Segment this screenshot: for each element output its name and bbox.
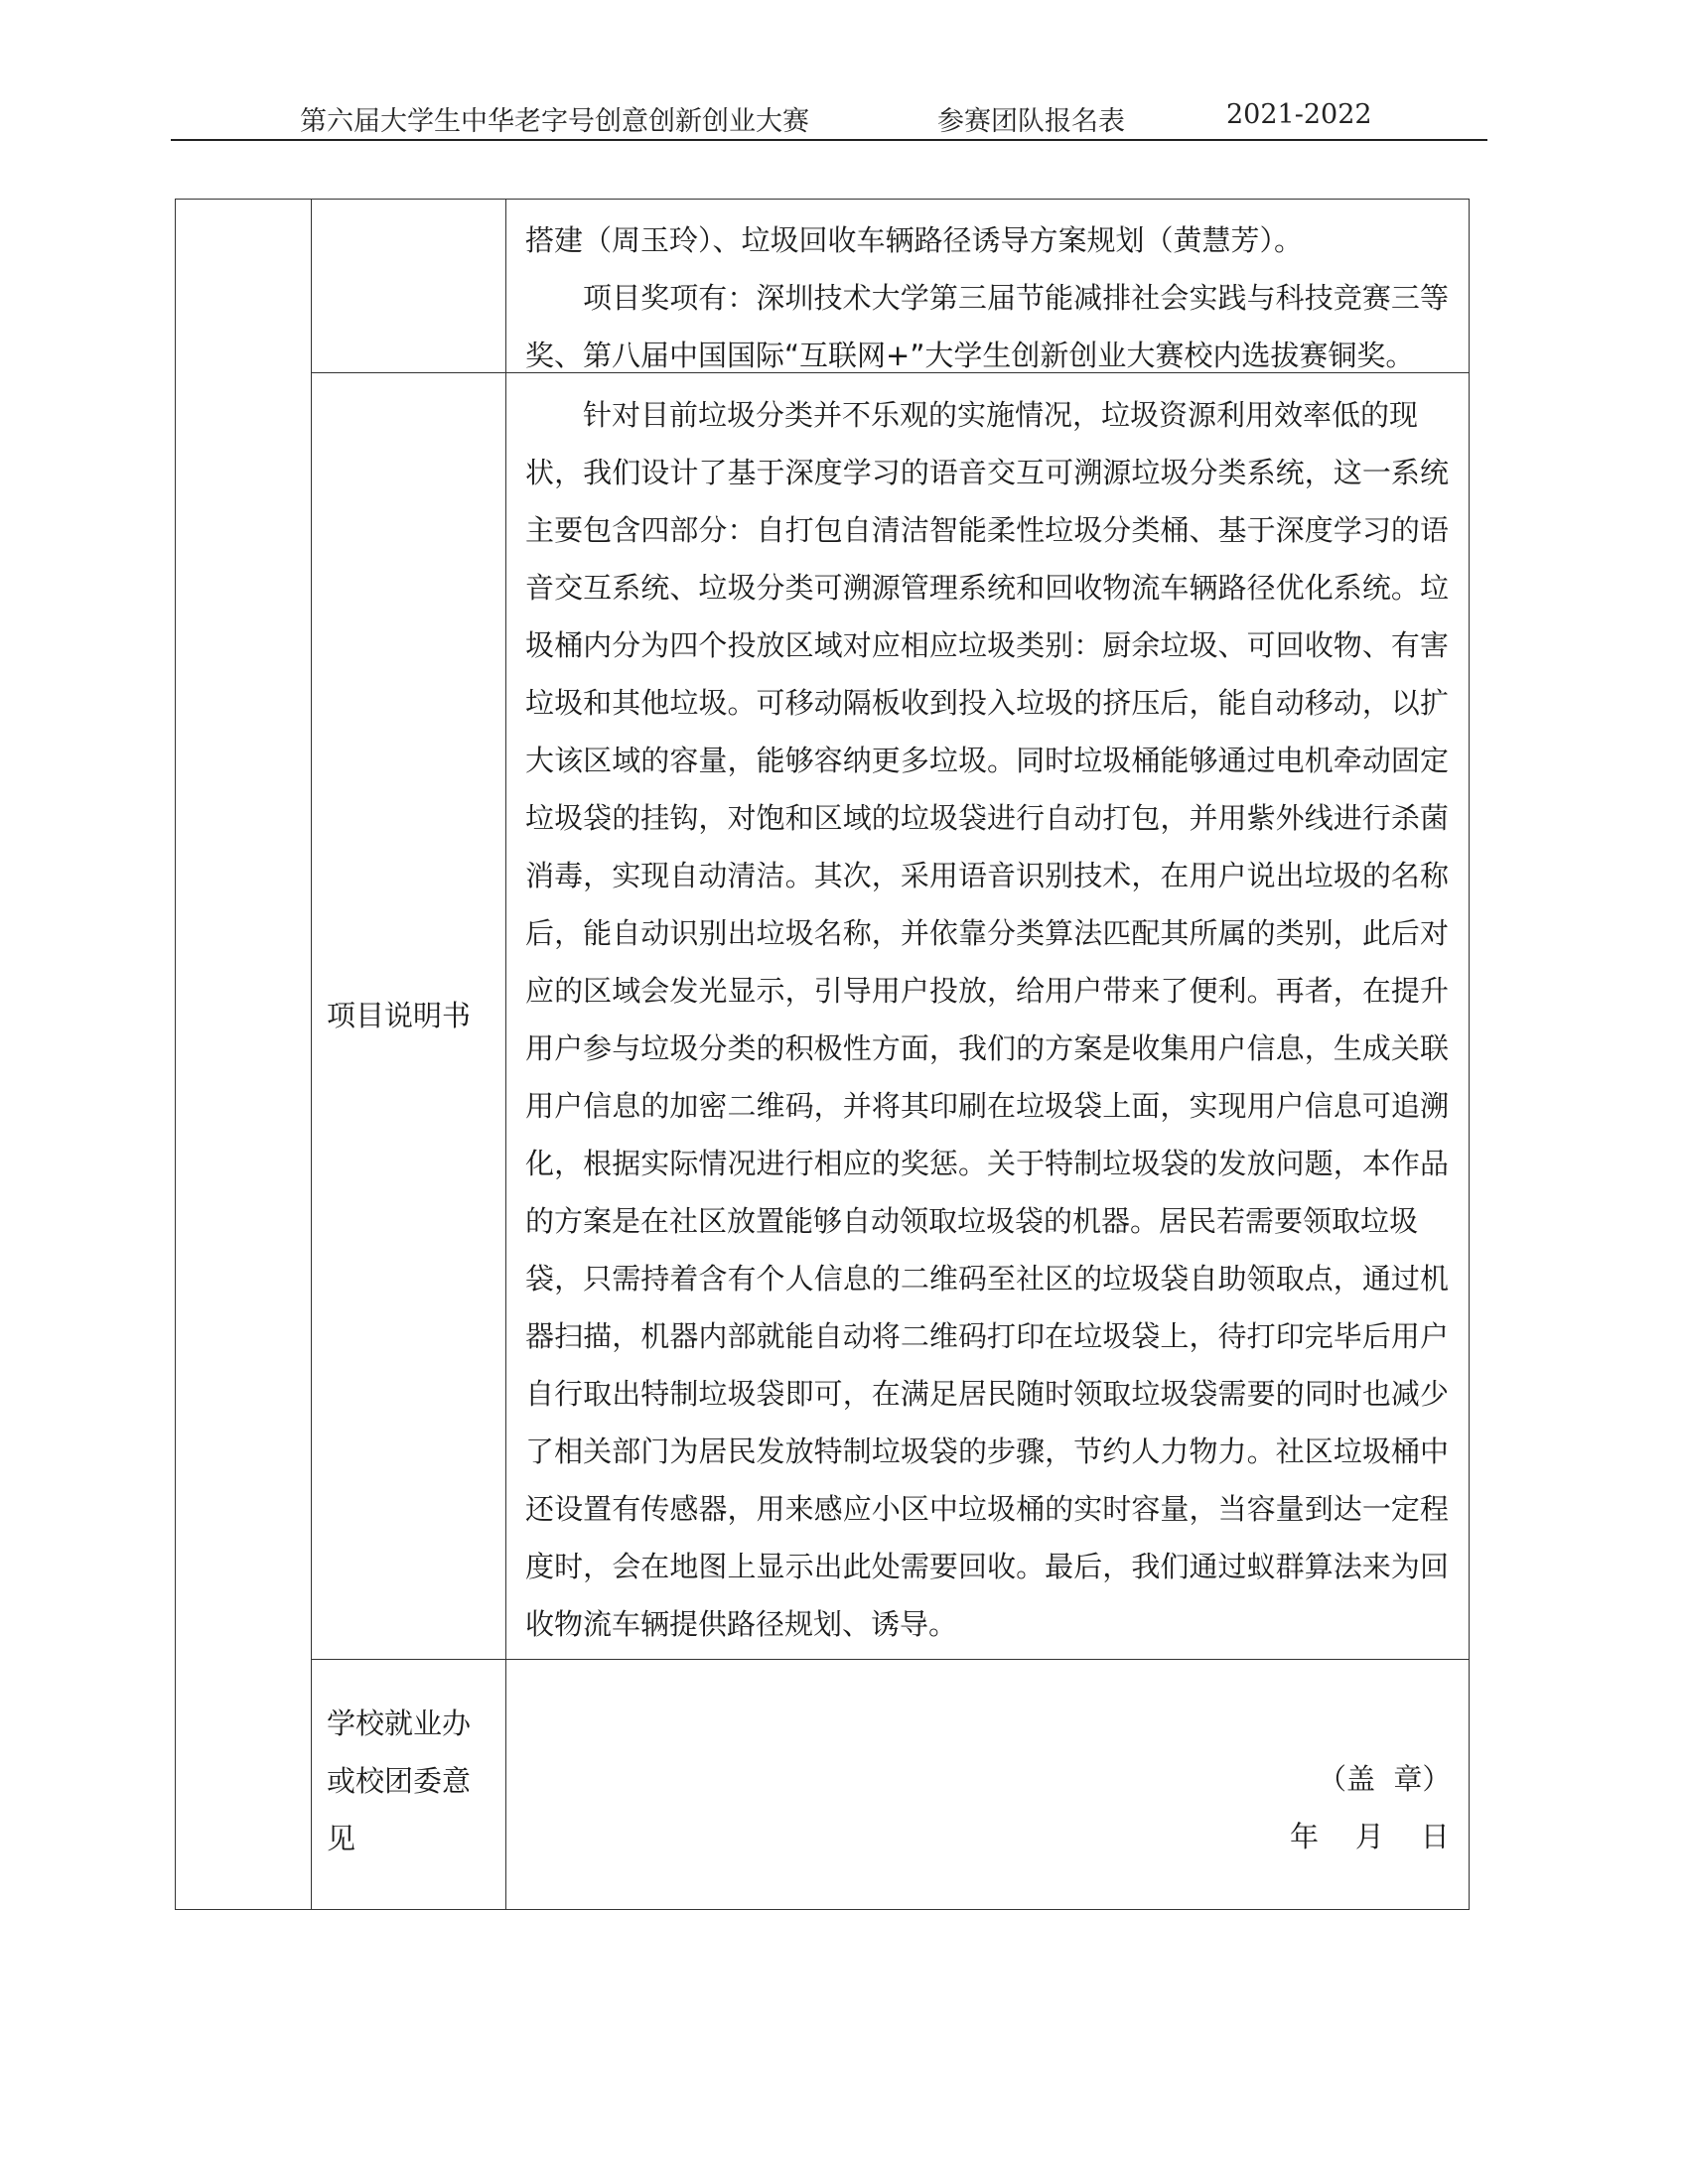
paragraph-line: 后，能自动识别出垃圾名称，并依靠分类算法匹配其所属的类别，此后对 [525,916,1449,950]
paragraph-line: 收物流车辆提供路径规划、诱导。 [525,1607,958,1641]
paragraph-line: 用户参与垃圾分类的积极性方面，我们的方案是收集用户信息，生成关联 [525,1031,1449,1065]
paragraph-line: 音交互系统、垃圾分类可溯源管理系统和回收物流车辆路径优化系统。垃 [525,571,1449,605]
paragraph-line: 了相关部门为居民发放特制垃圾袋的步骤，节约人力物力。社区垃圾桶中 [525,1434,1449,1468]
row-divider-2 [311,1659,1469,1660]
paragraph-line: 袋，只需持着含有个人信息的二维码至社区的垃圾袋自助领取点，通过机 [525,1262,1449,1296]
paragraph-line: 度时，会在地图上显示出此处需要回收。最后，我们通过蚁群算法来为回 [525,1550,1449,1583]
page-header [171,97,1487,141]
paragraph-line: 还设置有传感器，用来感应小区中垃圾桶的实时容量，当容量到达一定程 [525,1492,1449,1526]
paragraph-line: 的方案是在社区放置能够自动领取垃圾袋的机器。居民若需要领取垃圾 [525,1204,1419,1238]
paragraph-line: 垃圾和其他垃圾。可移动隔板收到投入垃圾的挤压后，能自动移动，以扩 [525,686,1449,720]
competition-year: 2021-2022 [1226,99,1372,130]
paragraph-line: 消毒，实现自动清洁。其次，采用语音识别技术，在用户说出垃圾的名称 [525,859,1449,892]
project-description-cell [525,386,1449,1653]
paragraph-line: 搭建（周玉玲）、垃圾回收车辆路径诱导方案规划（黄慧芳）。 [525,223,1304,257]
registration-table [175,199,1470,1910]
paragraph-line: 用户信息的加密二维码，并将其印刷在垃圾袋上面，实现用户信息可追溯 [525,1089,1449,1123]
column-divider-2 [505,200,506,1909]
column-divider-1 [311,200,312,1909]
stamp-placeholder: （盖 章） [1318,1762,1452,1796]
paragraph-line: 垃圾袋的挂钩，对饱和区域的垃圾袋进行自动打包，并用紫外线进行杀菌 [525,801,1449,835]
paragraph-line: 奖、第八届中国国际“互联网+”大学生创新创业大赛校内选拔赛铜奖。 [525,339,1415,372]
awards-cell [525,211,1449,384]
project-description-label: 项目说明书 [327,999,472,1032]
paragraph-line: 状，我们设计了基于深度学习的语音交互可溯源垃圾分类系统，这一系统 [525,456,1449,489]
date-placeholder: 年 月 日 [1290,1820,1450,1853]
paragraph-line: 化，根据实际情况进行相应的奖惩。关于特制垃圾袋的发放问题，本作品 [525,1147,1449,1180]
paragraph-line: 应的区域会发光显示，引导用户投放，给用户带来了便利。再者，在提升 [525,974,1449,1008]
paragraph-line: 圾桶内分为四个投放区域对应相应垃圾类别：厨余垃圾、可回收物、有害 [525,628,1449,662]
school-opinion-label: 学校就业办或校团委意见 [327,1706,472,1855]
paragraph-line: 针对目前垃圾分类并不乐观的实施情况，垃圾资源利用效率低的现 [583,398,1419,432]
paragraph-line: 自行取出特制垃圾袋即可，在满足居民随时领取垃圾袋需要的同时也减少 [525,1377,1449,1411]
paragraph-line: 项目奖项有：深圳技术大学第三届节能减排社会实践与科技竞赛三等 [583,281,1449,315]
paragraph-line: 主要包含四部分：自打包自清洁智能柔性垃圾分类桶、基于深度学习的语 [525,513,1449,547]
paragraph-line: 大该区域的容量，能够容纳更多垃圾。同时垃圾桶能够通过电机牵动固定 [525,744,1449,777]
form-title: 参赛团队报名表 [937,106,1125,137]
paragraph-line: 器扫描，机器内部就能自动将二维码打印在垃圾袋上，待打印完毕后用户 [525,1319,1449,1353]
competition-title: 第六届大学生中华老字号创意创新创业大赛 [300,106,809,137]
